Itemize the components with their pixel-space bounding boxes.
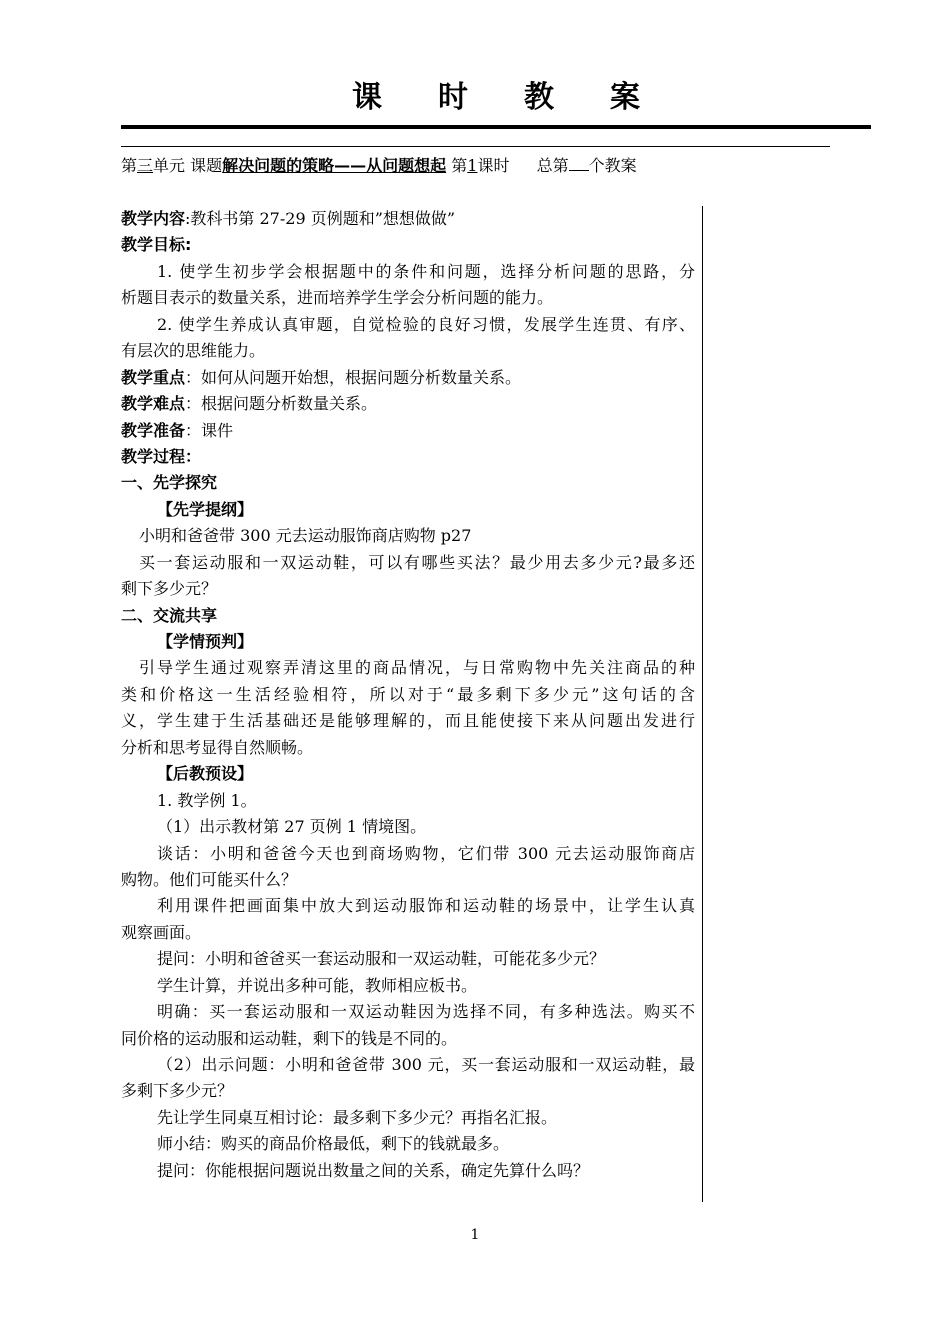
outline-line2: 买一套运动服和一双运动鞋，可以有哪些买法？最少用去多少元?最多还: [139, 552, 695, 572]
process-heading: 教学过程：: [121, 446, 202, 466]
unit-value: 三: [137, 156, 154, 175]
unit-prefix: 第: [121, 156, 138, 175]
preset-p8-line2: 多剩下多少元？: [121, 1081, 234, 1101]
section1-heading: 一、先学探究: [121, 473, 218, 493]
preset-p8-line1: （2）出示问题：小明和爸爸带 300 元，买一套运动服和一双运动鞋，最: [157, 1055, 695, 1074]
teaching-content-label: 教学内容: [121, 209, 186, 228]
prejudge-line3: 义，学生建于生活基础还是能够理解的，而且能使接下来从问题出发进行: [121, 711, 695, 731]
difficulty: [121, 391, 695, 417]
period-suffix: 课时: [477, 156, 510, 175]
period-prefix: 第: [451, 156, 468, 175]
period-value: 1: [467, 156, 478, 175]
difficulty-text: ：根据问题分析数量关系。: [185, 394, 378, 414]
goal2-line1: 2. 使学生养成认真审题，自觉检验的良好习惯，发展学生连贯、有序、: [157, 314, 695, 334]
goal1-line2: 析题目表示的数量关系，进而培养学生学会分析问题的能力。: [121, 288, 554, 308]
margin-divider: [702, 206, 703, 1202]
topic-label: 课题: [190, 156, 223, 175]
prejudge-heading: 【学情预判】: [157, 632, 254, 651]
page-number: 1: [470, 1227, 480, 1243]
key-point-label: 教学重点: [121, 367, 186, 387]
page-title: 课时教案: [352, 80, 696, 115]
key-point-text: ：如何从问题开始想，根据问题分析数量关系。: [185, 367, 522, 387]
preset-p4-line1: 利用课件把画面集中放大到运动服饰和运动鞋的场景中，让学生认真: [157, 896, 695, 916]
outline-line3: 剩下多少元？: [121, 579, 218, 599]
title-thick-rule: [121, 125, 871, 129]
preset-p10: 师小结：购买的商品价格最低，剩下的钱就最多。: [157, 1134, 510, 1154]
preset-p7-line2: 同价格的运动服和运动鞋，剩下的钱是不同的。: [121, 1028, 458, 1048]
topic-value: 解决问题的策略——从问题想起: [222, 156, 447, 175]
prejudge-line4: 分析和思考显得自然顺畅。: [121, 737, 314, 757]
preset-p11: 提问：你能根据问题说出数量之间的关系，确定先算什么吗？: [157, 1160, 590, 1180]
goals-heading: 教学目标:: [121, 235, 192, 255]
preset-p1: 1. 教学例 1。: [157, 790, 257, 810]
preset-p2: （1）出示教材第 27 页例 1 情境图。: [157, 817, 427, 837]
prejudge-line2: 类和价格这一生活经验相符，所以对于“最多剩下多少元”这句话的含: [121, 684, 695, 704]
section2-heading: 二、交流共享: [121, 605, 218, 625]
difficulty-label: 教学难点: [121, 394, 186, 414]
preset-p5: 提问：小明和爸爸买一套运动服和一双运动鞋，可能花多少元？: [157, 949, 606, 969]
goal2-line2: 有层次的思维能力。: [121, 341, 266, 361]
prejudge-line1: 引导学生通过观察弄清这里的商品情况，与日常购物中先关注商品的种: [139, 658, 695, 678]
preparation-label: 教学准备: [121, 420, 186, 440]
key-point: [121, 365, 695, 391]
preparation: [121, 418, 695, 444]
preset-p3-line2: 购物。他们可能买什么？: [121, 869, 298, 889]
preset-p4-line2: 观察画面。: [121, 922, 202, 942]
title-thin-rule: [121, 146, 830, 147]
lesson-header: [121, 155, 637, 177]
outline-heading: 【先学提纲】: [157, 499, 254, 519]
preset-p6: 学生计算，并说出多种可能，教师相应板书。: [157, 975, 478, 995]
preset-p3-line1: 谈话：小明和爸爸今天也到商场购物，它们带 300 元去运动服饰商店: [157, 843, 695, 863]
teaching-content: [121, 206, 695, 232]
preparation-text: ：课件: [185, 420, 234, 440]
total-blank: [569, 155, 589, 171]
total-suffix: 个教案: [588, 156, 637, 175]
teaching-content-text: :教科书第 27-29 页例题和”想想做做”: [185, 209, 456, 228]
lesson-body: [121, 206, 695, 1184]
outline-line1: 小明和爸爸带 300 元去运动服饰商店购物 p27: [139, 526, 472, 546]
preset-p7-line1: 明确：买一套运动服和一双运动鞋因为选择不同，有多种选法。购买不: [157, 1002, 695, 1022]
unit-suffix: 单元: [153, 156, 186, 175]
preset-heading: 【后教预设】: [157, 764, 254, 784]
total-prefix: 总第: [536, 156, 569, 175]
preset-p9: 先让学生同桌互相讨论：最多剩下多少元？再指名汇报。: [157, 1107, 558, 1127]
goal1-line1: 1. 使学生初步学会根据题中的条件和问题，选择分析问题的思路，分: [157, 261, 695, 281]
